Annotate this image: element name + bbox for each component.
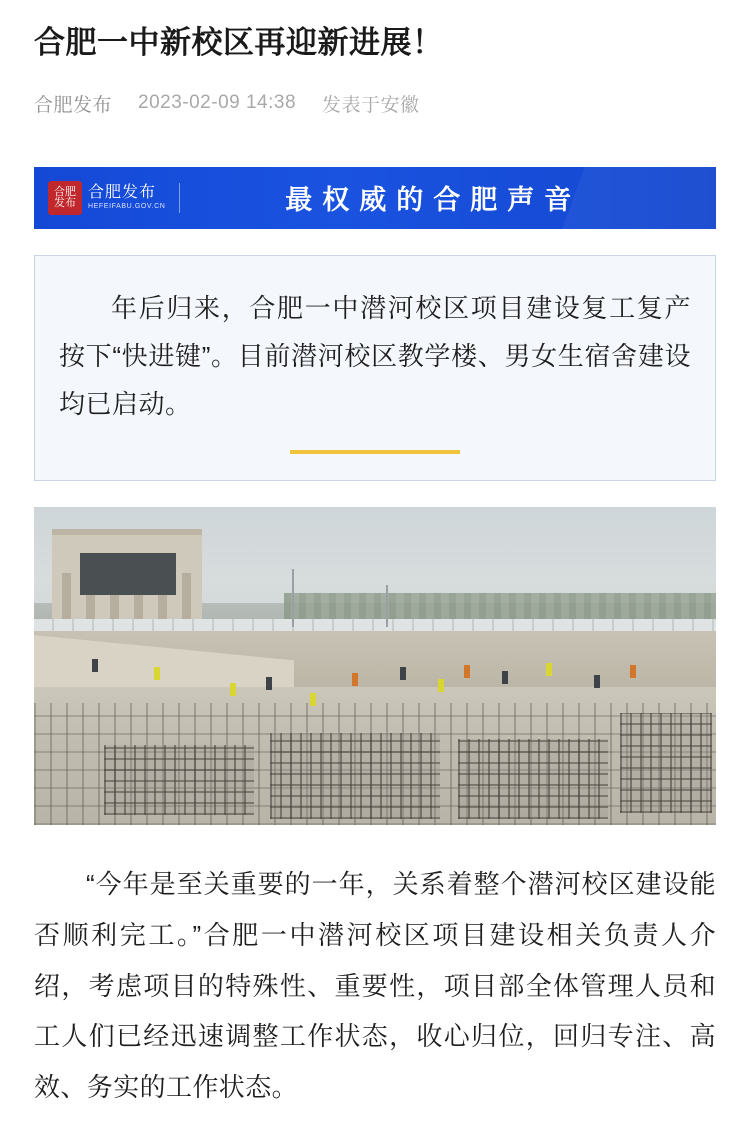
photo-rebar-cage (270, 733, 440, 819)
photo-worker (92, 659, 98, 672)
photo-worker (230, 683, 236, 696)
lead-quote-box (34, 255, 716, 481)
publisher-banner (34, 167, 716, 229)
photo-worker (464, 665, 470, 678)
photo-worker (594, 675, 600, 688)
photo-worker (400, 667, 406, 680)
photo-worker (310, 693, 316, 706)
seal-icon: 合肥发布 (48, 181, 82, 215)
photo-pole (386, 585, 388, 627)
photo-rebar-cage (458, 739, 608, 819)
photo-worker (266, 677, 272, 690)
article-meta (34, 90, 716, 117)
quote-rule-wrap (59, 450, 691, 454)
photo-worker (630, 665, 636, 678)
quote-accent-rule (290, 450, 460, 454)
article-container (0, 22, 750, 1113)
lead-quote-text: 年后归来，合肥一中潜河校区项目建设复工复产按下“快进键”。目前潜河校区教学楼、男女生宿舍建设均已启动。 (59, 292, 691, 420)
publisher-logo-cn: 合肥发布 (88, 184, 157, 202)
photo-rebar-cage (620, 713, 712, 813)
photo-worker (438, 679, 444, 692)
photo-building-shadow (80, 553, 176, 595)
photo-worker (502, 671, 508, 684)
publisher-logo (48, 181, 165, 215)
photo-pole (292, 569, 294, 627)
publisher-logo-text (88, 184, 165, 211)
article-location: 发表于安徽 (322, 94, 420, 116)
body-paragraph: “今年是至关重要的一年，关系着整个潜河校区建设能否顺利完工。”合肥一中潜河校区项目建设相关负责人介绍，考虑项目的特殊性、重要性，项目部全体管理人员和工人们已经迅速调整工作状态，收心归位，回归专注、高效、务实的工作状态。 (34, 869, 716, 1102)
photo-worker (546, 663, 552, 676)
banner-slogan: 最权威的合肥声音 (285, 185, 582, 216)
photo-rebar-cage (104, 745, 254, 815)
page-title: 合肥一中新校区再迎新进展！ (34, 25, 444, 60)
article-datetime: 2023-02-09 14:38 (138, 92, 297, 114)
photo-worker (352, 673, 358, 686)
photo-worker (154, 667, 160, 680)
publisher-logo-en: HEFEIFABU.GOV.CN (88, 203, 166, 211)
construction-site-photo (34, 507, 716, 825)
photo-tree-line (284, 593, 716, 619)
article-source: 合肥发布 (34, 94, 113, 116)
